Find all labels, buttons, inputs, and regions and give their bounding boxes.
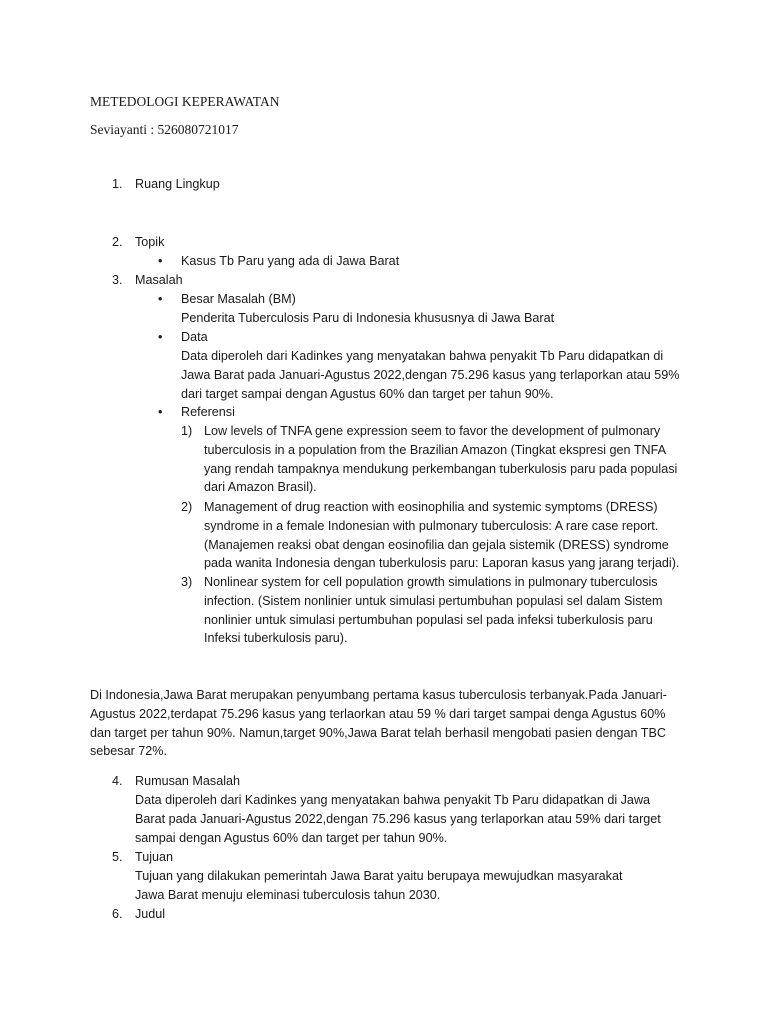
- section-5-title: Tujuan: [135, 850, 174, 864]
- section-1-number: 1.: [112, 177, 123, 191]
- section-4-title: Rumusan Masalah: [135, 774, 240, 788]
- summary-paragraph: Di Indonesia,Jawa Barat merupakan penyumbang pertama kasus tuberculosis terbanyak.Pada Januari-Agustus 2022,terdapat 75.296 kasus yang terlaorkan atau 59 % dari target sampai denga Agustus 60% dan target per tahun 90%. Namun,target 90%,Jawa Barat telah berhasil mengobati pasien dengan TBC sebesar 72%.: [90, 688, 667, 759]
- ref-2-text: Management of drug reaction with eosinophilia and systemic symptoms (DRESS) syndrome in a female Indonesian with pulmonary tuberculosis: A rare case report. (Manajemen reaksi obat dengan eosinofilia dan gejala sistemik (DRESS) syndrome pada wanita Indonesia dengan tuberkulosis paru: Laporan kasus yang jarang terjadi).: [204, 500, 680, 571]
- section-5-number: 5.: [112, 850, 123, 864]
- data-label: Data: [181, 330, 208, 344]
- section-3-number: 3.: [112, 273, 123, 287]
- section-5-text: Tujuan yang dilakukan pemerintah Jawa Barat yaitu berupaya mewujudkan masyarakat Jawa Barat menuju eleminasi tuberculosis tahun 2030.: [135, 869, 623, 902]
- topik-bullet: Kasus Tb Paru yang ada di Jawa Barat: [181, 254, 400, 268]
- referensi-label: Referensi: [181, 405, 235, 419]
- section-1-title: Ruang Lingkup: [135, 177, 220, 191]
- bm-text: Penderita Tuberculosis Paru di Indonesia khususnya di Jawa Barat: [181, 311, 555, 325]
- bullet-icon: •: [158, 254, 163, 268]
- ref-3-number: 3): [181, 575, 193, 589]
- bullet-icon: •: [158, 330, 163, 344]
- section-3-title: Masalah: [135, 273, 183, 287]
- bm-label: Besar Masalah (BM): [181, 292, 296, 306]
- ref-1-text: Low levels of TNFA gene expression seem to favor the development of pulmonary tuberculosis in a population from the Brazilian Amazon (Tingkat ekspresi gen TNFA yang rendah tampaknya mendukung perkembangan tuberkulosis paru pada populasi dari Amazon Brasil).: [204, 424, 678, 495]
- data-text: Data diperoleh dari Kadinkes yang menyatakan bahwa penyakit Tb Paru didapatkan di Jawa Barat pada Januari-Agustus 2022,dengan 75.296 kasus yang terlaporkan atau 59% dari target sampai dengan Agustus 60% dan target per tahun 90%.: [181, 349, 680, 401]
- ref-2-number: 2): [181, 500, 193, 514]
- section-6-title: Judul: [135, 907, 166, 921]
- section-4-number: 4.: [112, 774, 123, 788]
- ref-3-text: Nonlinear system for cell population growth simulations in pulmonary tuberculosis infection. (Sistem nonlinier untuk simulasi pertumbuhan populasi sel dalam Sistem nonlinier untuk simulasi pertumbuhan populasi sel pada infeksi tuberkulosis paru Infeksi tuberkulosis paru).: [204, 575, 663, 646]
- bullet-icon: •: [158, 405, 163, 419]
- author-line: Seviayanti : 526080721017: [90, 122, 239, 137]
- section-2-title: Topik: [135, 235, 165, 249]
- section-6-number: 6.: [112, 907, 123, 921]
- section-4-text: Data diperoleh dari Kadinkes yang menyatakan bahwa penyakit Tb Paru didapatkan di Jawa Barat pada Januari-Agustus 2022,dengan 75.296 kasus yang terlaporkan atau 59% dari target sampai dengan Agustus 60% dan target per tahun 90%.: [135, 793, 661, 845]
- bullet-icon: •: [158, 292, 163, 306]
- section-2-number: 2.: [112, 235, 123, 249]
- ref-1-number: 1): [181, 424, 193, 438]
- document-title: METEDOLOGI KEPERAWATAN: [90, 94, 280, 109]
